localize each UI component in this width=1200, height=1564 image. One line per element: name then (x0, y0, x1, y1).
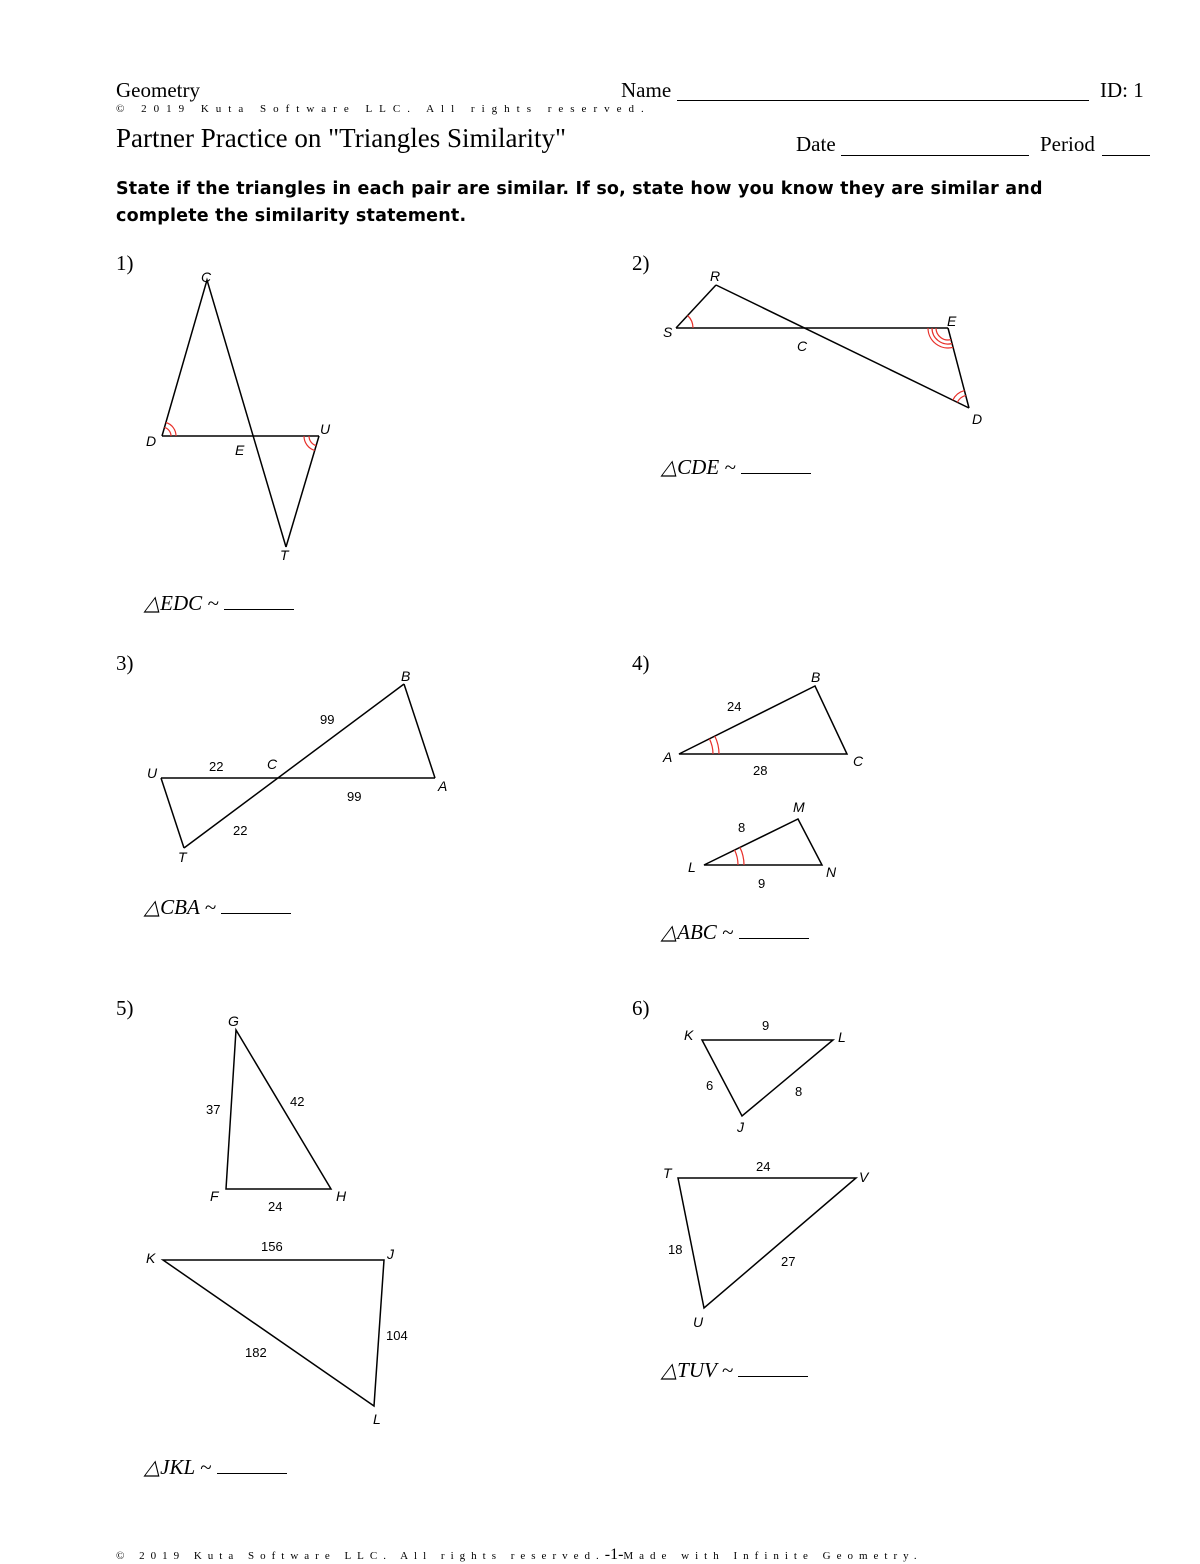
statement-text: △EDC ~ (144, 591, 219, 615)
vertex-label: N (826, 864, 837, 880)
vertex-label: D (972, 411, 983, 427)
vertex-label: D (146, 433, 157, 449)
vertex-label: J (737, 1119, 744, 1135)
vertex-label: U (320, 421, 331, 437)
angle-mark (715, 736, 719, 754)
vertex-label: U (147, 765, 158, 781)
triangle-jkl (163, 1260, 384, 1406)
vertex-label: B (401, 668, 411, 684)
angle-mark (953, 391, 965, 401)
statement-text: △JKL ~ (144, 1455, 212, 1479)
vertex-label: G (228, 1013, 239, 1029)
date-label: Date (796, 132, 836, 156)
vertex-label: K (146, 1250, 156, 1266)
measure-label: 24 (268, 1199, 283, 1214)
vertex-label: C (853, 753, 864, 769)
statement-text: △CDE ~ (661, 455, 736, 479)
triangle-side (161, 778, 184, 848)
vertex-label: F (210, 1188, 219, 1204)
footer-made-with: Made with Infinite Geometry. (623, 1550, 923, 1562)
triangle-side (286, 436, 319, 547)
measure-labels (206, 699, 802, 1360)
vertex-label: T (280, 547, 289, 563)
problem-6-figure (678, 1040, 856, 1308)
name-label: Name (621, 78, 672, 102)
triangle-side (948, 328, 969, 408)
vertex-label: S (663, 324, 673, 340)
statement-text: △TUV ~ (661, 1358, 734, 1382)
id-label: ID: 1 (1100, 78, 1144, 102)
vertex-label: E (947, 313, 957, 329)
measure-label: 156 (261, 1239, 283, 1254)
triangle-abc (679, 686, 847, 754)
statement-text: △CBA ~ (144, 895, 217, 919)
vertex-label: B (811, 669, 821, 685)
measure-label: 22 (209, 759, 224, 774)
measure-label: 9 (762, 1018, 770, 1033)
period-label: Period (1040, 132, 1095, 156)
measure-label: 18 (668, 1242, 683, 1257)
vertex-label: T (663, 1165, 672, 1181)
triangle-side (676, 285, 716, 328)
vertex-label: E (235, 442, 245, 458)
measure-label: 24 (756, 1159, 771, 1174)
vertex-label: V (859, 1169, 869, 1185)
measure-label: 37 (206, 1102, 221, 1117)
measure-label: 99 (347, 789, 362, 804)
angle-mark (740, 847, 744, 865)
measure-label: 27 (781, 1254, 796, 1269)
triangle-tuv (678, 1178, 856, 1308)
measure-label: 28 (753, 763, 768, 778)
problem-4-number: 4) (632, 651, 650, 675)
problem-6-number: 6) (632, 996, 650, 1020)
angle-mark (309, 436, 316, 446)
vertex-label: A (663, 749, 673, 765)
instructions-line-2: complete the similarity statement. (116, 206, 467, 226)
statement-text: △ABC ~ (661, 920, 734, 944)
problem-1-number: 1) (116, 251, 134, 275)
measure-label: 182 (245, 1345, 267, 1360)
vertex-label: K (684, 1027, 694, 1043)
vertex-label: M (793, 799, 805, 815)
problem-5-figure (163, 1030, 384, 1406)
header-copyright: © 2019 Kuta Software LLC. All rights reserved. (116, 103, 651, 115)
footer (116, 1546, 923, 1564)
problem-1-figure (162, 280, 319, 547)
vertex-label: L (373, 1411, 381, 1427)
problem-5-number: 5) (116, 996, 134, 1020)
vertex-label: J (387, 1246, 394, 1262)
vertex-label: R (710, 268, 721, 284)
vertex-label: C (797, 338, 808, 354)
vertex-label: A (438, 778, 448, 794)
problem-3-number: 3) (116, 651, 134, 675)
vertex-label: T (178, 849, 187, 865)
measure-label: 99 (320, 712, 335, 727)
footer-copyright: © 2019 Kuta Software LLC. All rights reserved. (116, 1550, 605, 1562)
page-number: -1- (604, 1546, 624, 1563)
vertex-label: L (838, 1029, 846, 1045)
measure-label: 6 (706, 1078, 714, 1093)
measure-label: 42 (290, 1094, 305, 1109)
problem-2-figure (676, 285, 969, 408)
measure-label: 22 (233, 823, 248, 838)
measure-label: 24 (727, 699, 742, 714)
triangle-side (716, 285, 969, 408)
angle-mark (735, 850, 739, 865)
worksheet-title: Partner Practice on "Triangles Similarity" (116, 123, 566, 153)
triangle-lmn (704, 819, 822, 865)
triangle-fgh (226, 1030, 331, 1189)
triangle-side (162, 280, 286, 547)
angle-marks (165, 316, 966, 866)
triangle-jkl (702, 1040, 833, 1116)
course-name: Geometry (116, 78, 200, 102)
measure-label: 8 (738, 820, 746, 835)
measure-label: 104 (386, 1328, 408, 1343)
problem-3-figure (161, 684, 435, 848)
triangle-side (404, 684, 435, 778)
vertex-label: H (336, 1188, 347, 1204)
vertex-label: C (201, 269, 212, 285)
vertex-label: L (688, 859, 696, 875)
instructions-line-1: State if the triangles in each pair are similar. If so, state how you know they are similar and (116, 179, 1043, 199)
vertex-label: C (267, 756, 278, 772)
angle-mark (165, 427, 172, 436)
measure-label: 8 (795, 1084, 803, 1099)
angle-mark (688, 316, 693, 329)
angle-mark (957, 395, 965, 402)
measure-label: 9 (758, 876, 766, 891)
problem-2-number: 2) (632, 251, 650, 275)
angle-mark (709, 739, 713, 754)
vertex-label: U (693, 1314, 704, 1330)
